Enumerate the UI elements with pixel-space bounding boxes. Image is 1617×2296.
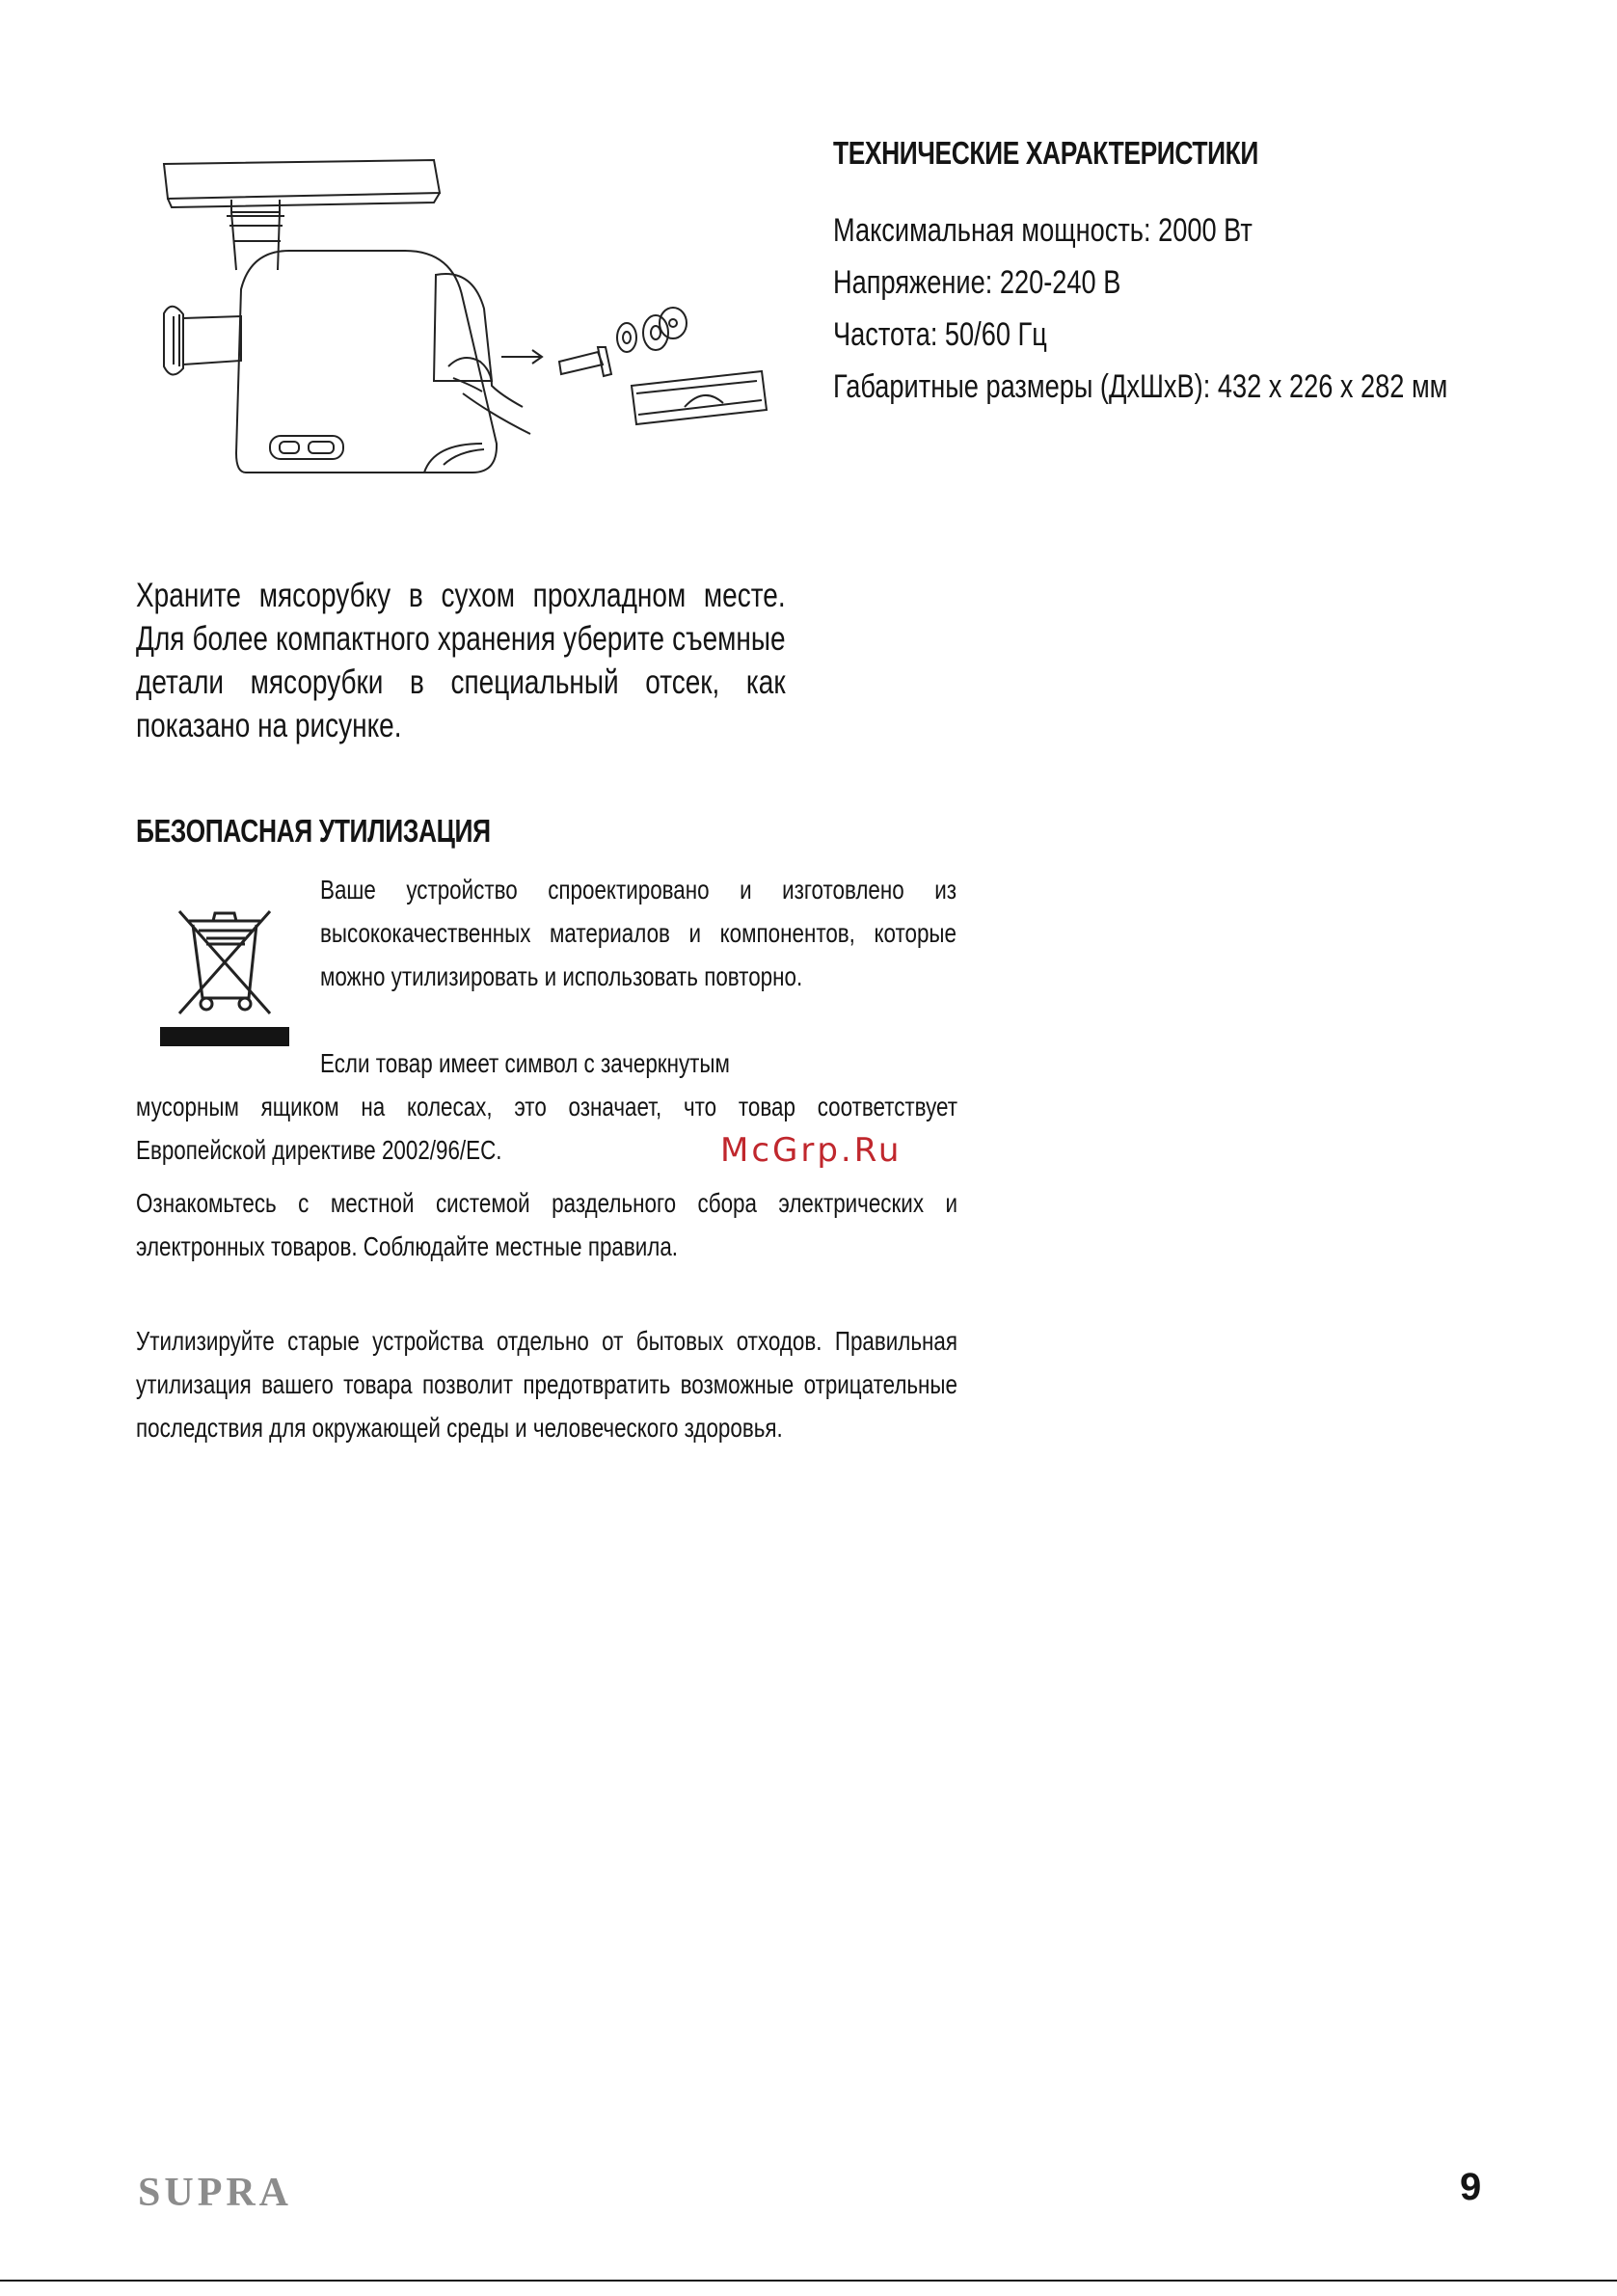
storage-instructions: Храните мясорубку в сухом прохладном месте. Для более компактного хранения уберите съемные детали мясорубки в специальный отсек, как показано на рисунке. bbox=[136, 577, 786, 744]
specs-heading: ТЕХНИЧЕСКИЕ ХАРАКТЕРИСТИКИ bbox=[833, 135, 1258, 171]
motor-body-shape bbox=[236, 251, 497, 473]
insert-arrow bbox=[501, 350, 542, 364]
accessory-disc-1 bbox=[617, 323, 636, 352]
accessory-disc-2 bbox=[643, 315, 668, 350]
disposal-paragraph-3: Ознакомьтесь с местной системой раздельного сбора электрических и электронных товаров. Соблюдайте местные правила. bbox=[136, 1188, 957, 1261]
disposal-paragraph-1: Ваше устройство спроектировано и изготовлено из высококачественных материалов и компонентов, которые можно утилизировать и использовать повторно. bbox=[320, 875, 957, 991]
disposal-paragraph-2: мусорным ящиком на колесах, это означает, что товар соответствует Европейской директиве 2002/96/EC. bbox=[136, 1092, 957, 1165]
spec-voltage: Напряжение: 220-240 В bbox=[833, 264, 1121, 301]
tray-shape bbox=[164, 160, 440, 199]
hand-shape bbox=[448, 358, 530, 434]
spec-dimensions: Габаритные размеры (ДхШхВ): 432 х 226 х 282 мм bbox=[833, 368, 1448, 405]
accessory-pusher bbox=[559, 352, 603, 374]
accessory-disc-3 bbox=[660, 308, 687, 338]
footer-rule bbox=[0, 2280, 1617, 2282]
accessory-tray bbox=[632, 371, 767, 424]
spec-power: Максимальная мощность: 2000 Вт bbox=[833, 212, 1253, 249]
disposal-heading: БЕЗОПАСНАЯ УТИЛИЗАЦИЯ bbox=[136, 813, 491, 849]
spec-frequency: Частота: 50/60 Гц bbox=[833, 316, 1047, 353]
crossed-out-bin-icon bbox=[160, 892, 289, 1046]
disposal-paragraph-4: Утилизируйте старые устройства отдельно от бытовых отходов. Правильная утилизация вашего товара позволит предотвратить возможные отрицательные последствия для окружающей среды и человеческого здоровья. bbox=[136, 1326, 957, 1443]
watermark: McGrp.Ru bbox=[720, 1131, 903, 1170]
brand-logo: SUPRA bbox=[138, 2171, 293, 2215]
disposal-paragraph-2-first-line: Если товар имеет символ с зачеркнутым bbox=[320, 1048, 730, 1078]
page-number: 9 bbox=[1460, 2166, 1482, 2208]
meat-grinder-storage-illustration bbox=[145, 154, 800, 530]
